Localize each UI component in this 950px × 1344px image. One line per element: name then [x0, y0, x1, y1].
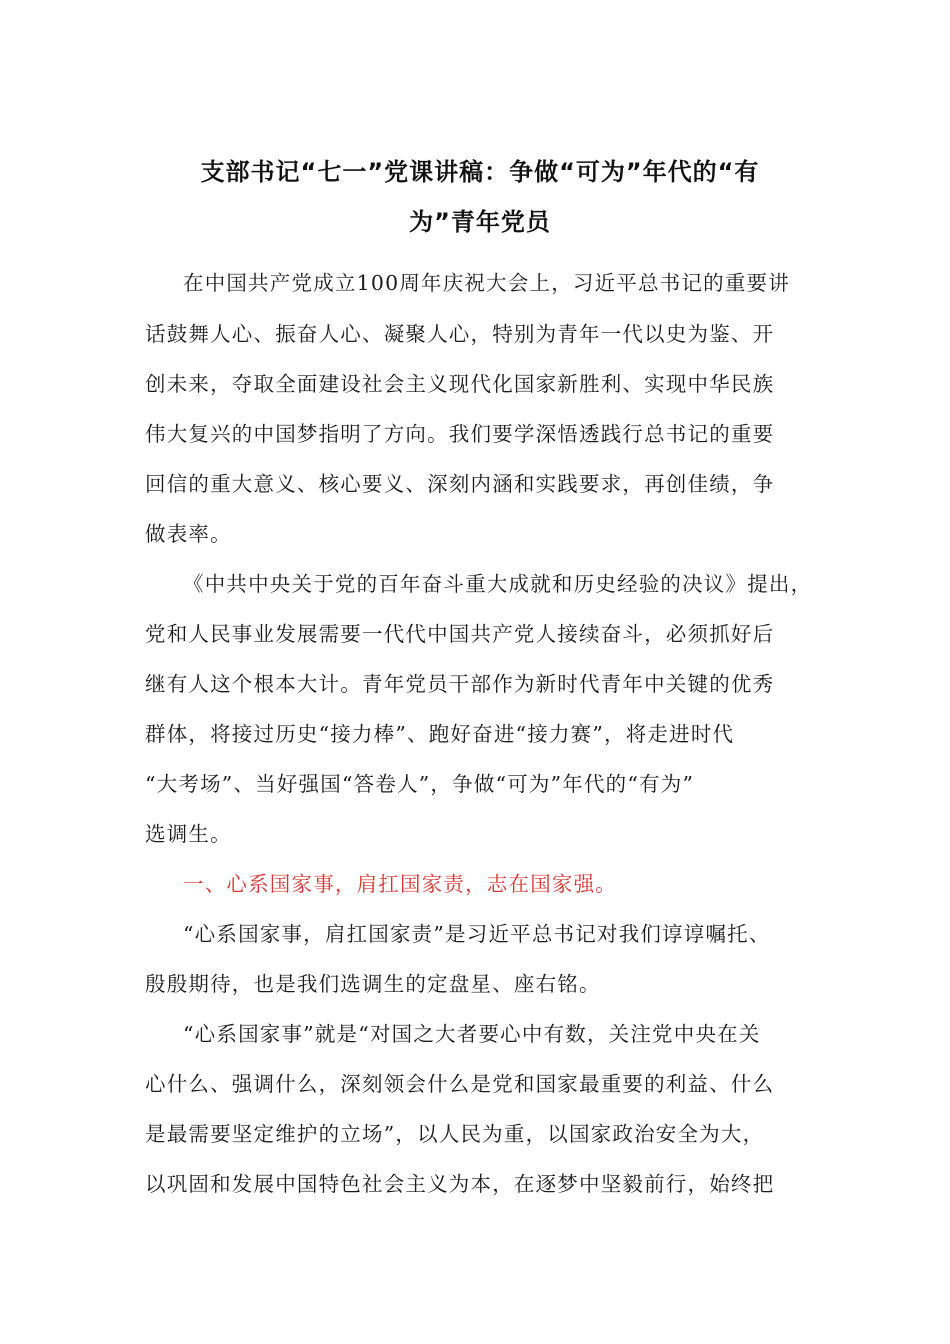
document-title-line-1: 支部书记“七一”党课讲稿：争做“可为”年代的“有 [200, 158, 760, 186]
paragraph-4-line-2: 心什么、强调什么，深刻领会什么是党和国家最重要的利益、什么 [145, 1072, 775, 1096]
paragraph-4-line-4: 以巩固和发展中国特色社会主义为本，在逐梦中坚毅前行，始终把 [145, 1172, 775, 1196]
paragraph-3-line-2: 殷殷期待，也是我们选调生的定盘星、座右铭。 [145, 972, 601, 996]
paragraph-1-line-5: 回信的重大意义、核心要义、深刻内涵和实践要求，再创佳绩，争 [145, 472, 775, 496]
paragraph-2-line-1: 《中共中央关于党的百年奋斗重大成就和历史经验的决议》提出， [183, 572, 813, 596]
paragraph-1-line-4: 伟大复兴的中国梦指明了方向。我们要学深悟透践行总书记的重要 [145, 422, 775, 446]
paragraph-2-line-2: 党和人民事业发展需要一代代中国共产党人接续奋斗，必须抓好后 [145, 622, 775, 646]
paragraph-1-line-3: 创未来，夺取全面建设社会主义现代化国家新胜利、实现中华民族 [145, 372, 775, 396]
paragraph-2-line-5: “大考场”、当好强国“答卷人”，争做“可为”年代的“有为” [145, 772, 695, 796]
paragraph-2-line-6: 选调生。 [145, 822, 232, 846]
paragraph-4-line-1: “心系国家事”就是“对国之大者要心中有数，关注党中央在关 [183, 1022, 761, 1046]
paragraph-3-line-1: “心系国家事，肩扛国家责”是习近平总书记对我们谆谆嘱托、 [183, 922, 771, 946]
paragraph-1-line-1: 在中国共产党成立100周年庆祝大会上，习近平总书记的重要讲 [183, 271, 790, 295]
paragraph-1-line-6: 做表率。 [145, 522, 232, 546]
paragraph-1-line-2: 话鼓舞人心、振奋人心、凝聚人心，特别为青年一代以史为鉴、开 [145, 322, 775, 346]
paragraph-2-line-4: 群体，将接过历史“接力棒”、跑好奋进“接力赛”，将走进时代 [145, 722, 735, 746]
document-title-line-2: 为”青年党员 [409, 208, 551, 236]
section-heading-1: 一、心系国家事，肩扛国家责，志在国家强。 [183, 872, 617, 896]
paragraph-2-line-3: 继有人这个根本大计。青年党员干部作为新时代青年中关键的优秀 [145, 672, 775, 696]
paragraph-4-line-3: 是最需要坚定维护的立场”，以人民为重，以国家政治安全为大， [145, 1122, 765, 1146]
